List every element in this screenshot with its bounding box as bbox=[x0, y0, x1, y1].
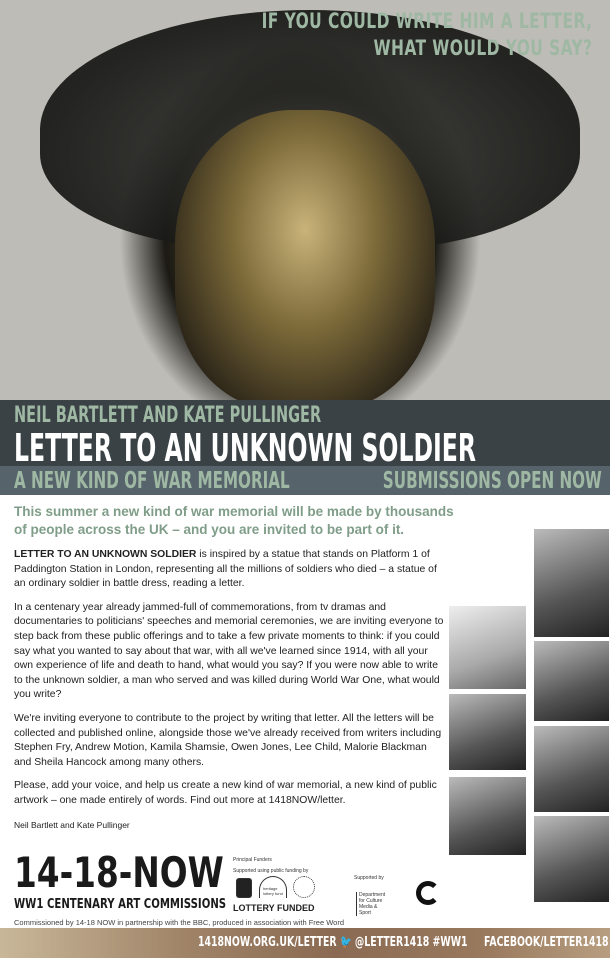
public-funding-label: Supported using public funding by bbox=[233, 868, 309, 874]
paragraph-1 bbox=[14, 548, 444, 592]
authors: NEIL BARTLETT AND KATE PULLINGER bbox=[14, 403, 322, 428]
portrait-photo bbox=[533, 815, 610, 903]
question-line2: WHAT WOULD YOU SAY? bbox=[373, 36, 592, 60]
lottery-funded: LOTTERY FUNDED bbox=[233, 903, 315, 913]
website-link[interactable]: 1418NOW.ORG.UK/LETTER bbox=[198, 935, 337, 950]
principal-funders-label: Principal Funders bbox=[233, 857, 272, 863]
portrait-photo bbox=[533, 725, 610, 813]
body-text bbox=[14, 548, 444, 841]
intro-text: This summer a new kind of war memorial will be made by thousands of people across the UK – and you are invited to be part of it. bbox=[14, 504, 454, 537]
lottery-hand-icon bbox=[236, 878, 252, 898]
portrait-photo bbox=[448, 776, 527, 856]
dcms-logo: Department for Culture Media & Sport bbox=[356, 892, 390, 916]
legacy-logo bbox=[416, 881, 440, 905]
hero-statue-photo bbox=[0, 0, 610, 400]
heritage-text: heritage lottery fund bbox=[263, 886, 283, 896]
statue-face bbox=[175, 110, 435, 410]
supported-by-label: Supported by bbox=[354, 875, 384, 881]
paragraph-4: Please, add your voice, and help us create a new kind of war memorial, a new kind of public artwork – one made entirely of words. Find out more at 1418NOW/letter. bbox=[14, 780, 437, 806]
poster-title: LETTER TO AN UNKNOWN SOLDIER bbox=[14, 426, 477, 470]
p1-text: is inspired by a statue that stands on Platform 1 of Paddington Station in London, representing all the millions of soldiers who died – a statue of an ordinary soldier in battle dress, reading a letter. bbox=[14, 549, 437, 590]
1418now-logo: 14-18-NOW bbox=[14, 848, 224, 897]
question-line1: IF YOU COULD WRITE HIM A LETTER, bbox=[261, 9, 592, 33]
logo-subtitle: WW1 CENTENARY ART COMMISSIONS bbox=[14, 897, 227, 912]
hero-question bbox=[261, 8, 592, 62]
project-name: LETTER TO AN UNKNOWN SOLDIER bbox=[14, 549, 197, 560]
paragraph-3: We're inviting everyone to contribute to the project by writing that letter. All the letters will be collected and published online, alongside those we've already received from writers including Stephen Fry, Andrew Motion, Kamila Shamsie, Owen Jones, Lee Child, Malorie Blackman and Sheila Hancock among many others. bbox=[14, 712, 442, 768]
twitter-handle[interactable] bbox=[340, 935, 468, 950]
paragraph-2: In a centenary year already jammed-full of commemorations, from tv dramas and documentaries to politicians' speeches and memorial ceremonies, we are inviting everyone to step back from these public offerings and to take a few private moments to think: if you could say what you wanted to say about that war, with all we've learned since 1914, with all your own experience of life and death to hand, what would you say? If you were now able to write to the unknown soldier, a man who served and was killed during World War One, what would you write? bbox=[14, 601, 444, 701]
facebook-link[interactable]: FACEBOOK/LETTER1418 bbox=[484, 935, 609, 950]
poster-subtitle: A NEW KIND OF WAR MEMORIAL bbox=[14, 468, 290, 494]
portrait-photo bbox=[448, 605, 527, 690]
arts-council-logo bbox=[293, 876, 315, 898]
twitter-bird-icon: 🐦 bbox=[340, 935, 355, 950]
twitter-text: @LETTER1418 #WW1 bbox=[354, 935, 468, 950]
portrait-photo bbox=[448, 693, 527, 771]
signature: Neil Bartlett and Kate Pullinger bbox=[14, 819, 130, 830]
heritage-logo bbox=[259, 876, 287, 898]
portrait-photo bbox=[533, 640, 610, 722]
portrait-photo bbox=[533, 528, 610, 638]
submissions-open: SUBMISSIONS OPEN NOW bbox=[383, 468, 602, 494]
commissioned-credit: Commissioned by 14-18 NOW in partnership with the BBC, produced in association with Free Word bbox=[14, 918, 345, 927]
